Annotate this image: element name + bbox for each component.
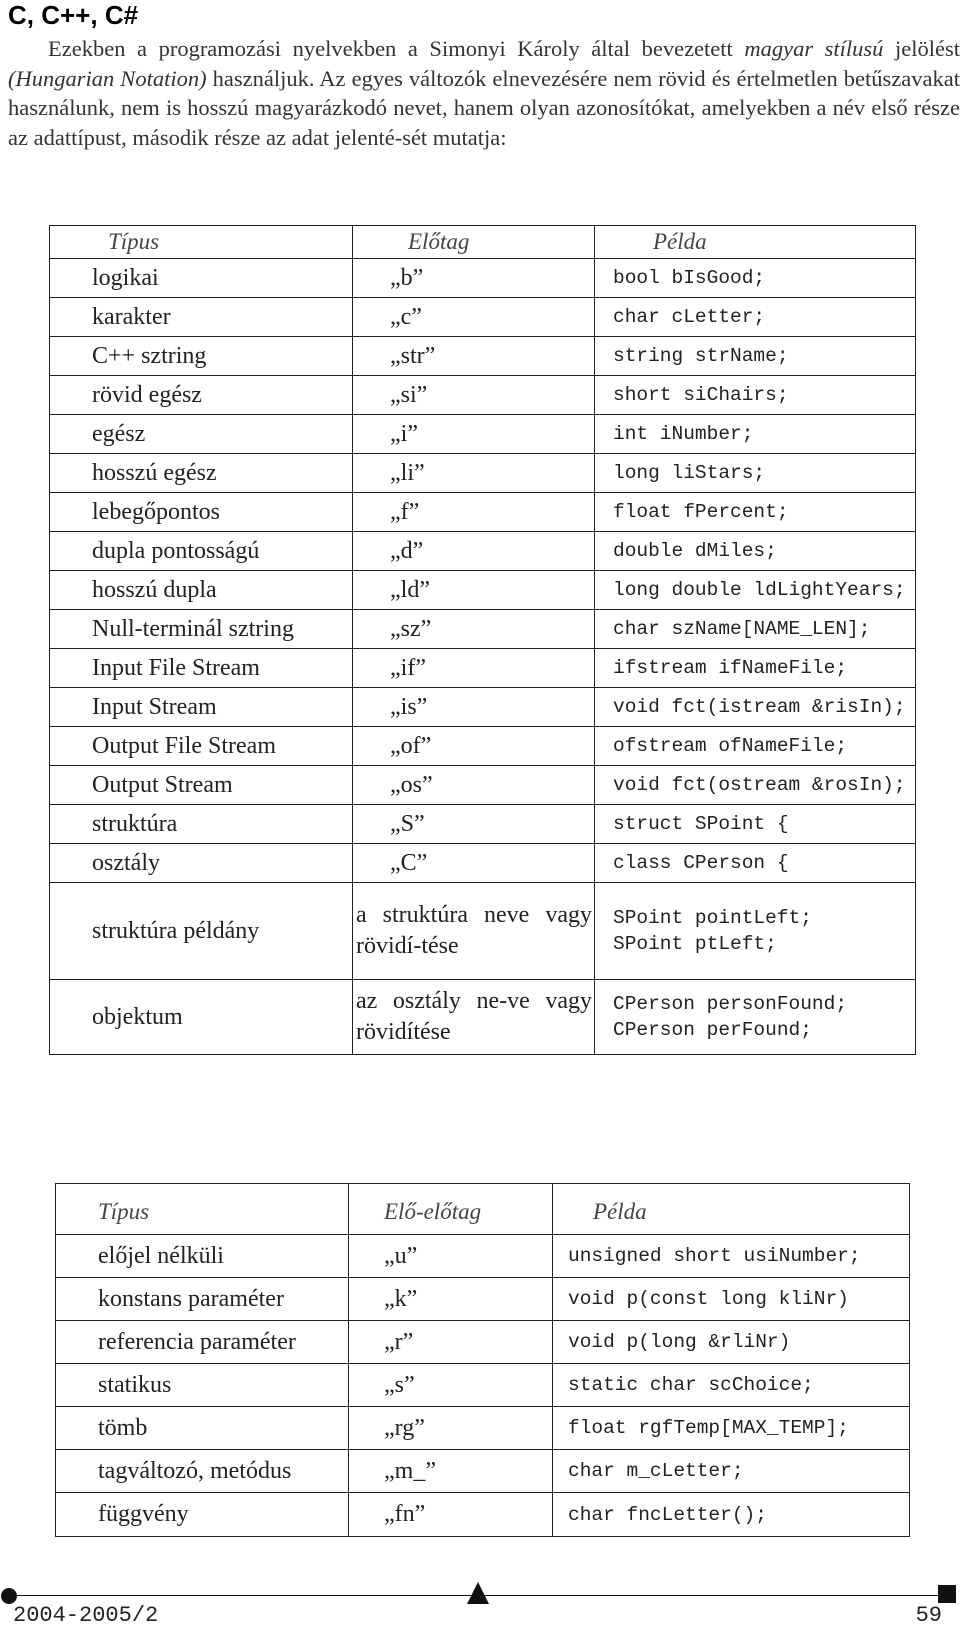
row-type: Null-terminál sztring — [50, 610, 353, 649]
table-row — [50, 337, 916, 376]
row-prefix: „if” — [353, 649, 595, 688]
table-row — [50, 727, 916, 766]
square-icon — [938, 1585, 956, 1603]
footer-date: 2004-2005/2 — [13, 1603, 159, 1628]
pre-prefix-table-header-row — [56, 1184, 910, 1235]
circle-icon — [1, 1588, 17, 1604]
table-row — [50, 766, 916, 805]
row-prefix: „m_” — [349, 1450, 553, 1493]
table-row — [56, 1235, 910, 1278]
row-type: Output Stream — [50, 766, 353, 805]
row-prefix: „os” — [353, 766, 595, 805]
row-example: ofstream ofNameFile; — [595, 727, 916, 766]
table-row — [56, 1450, 910, 1493]
table-row — [50, 259, 916, 298]
table-row — [50, 980, 916, 1055]
row-prefix: „li” — [353, 454, 595, 493]
table-row — [50, 376, 916, 415]
intro-part2: jelölést — [883, 36, 960, 61]
table-row — [50, 454, 916, 493]
row-type: objektum — [50, 980, 353, 1055]
row-example: double dMiles; — [595, 532, 916, 571]
row-example: float fPercent; — [595, 493, 916, 532]
row-example-line2: SPoint ptLeft; — [613, 933, 777, 955]
table-row — [50, 610, 916, 649]
row-example: char cLetter; — [595, 298, 916, 337]
header-type: Típus — [56, 1184, 349, 1235]
row-prefix: „ld” — [353, 571, 595, 610]
table-row — [50, 688, 916, 727]
row-type: referencia paraméter — [56, 1321, 349, 1364]
row-example-line2: CPerson perFound; — [613, 1019, 812, 1041]
row-example: void fct(istream &risIn); — [595, 688, 916, 727]
row-type: előjel nélküli — [56, 1235, 349, 1278]
row-prefix: „si” — [353, 376, 595, 415]
row-example: bool bIsGood; — [595, 259, 916, 298]
header-example: Példa — [553, 1184, 910, 1235]
triangle-icon — [467, 1582, 489, 1604]
row-type: tömb — [56, 1407, 349, 1450]
pre-prefix-table-body — [56, 1235, 910, 1537]
table-row — [50, 571, 916, 610]
row-prefix: „u” — [349, 1235, 553, 1278]
pre-prefix-table — [55, 1183, 910, 1537]
row-type: statikus — [56, 1364, 349, 1407]
row-prefix: „b” — [353, 259, 595, 298]
prefix-table-header-row — [50, 226, 916, 259]
table-row — [50, 415, 916, 454]
table-row — [50, 493, 916, 532]
row-example: unsigned short usiNumber; — [553, 1235, 910, 1278]
table-row — [50, 298, 916, 337]
table-row — [50, 844, 916, 883]
row-example — [595, 883, 916, 980]
row-prefix: az osztály ne-ve vagy rövidítése — [353, 980, 595, 1055]
row-prefix: „i” — [353, 415, 595, 454]
table-row — [56, 1493, 910, 1537]
row-type: Output File Stream — [50, 727, 353, 766]
row-prefix: „str” — [353, 337, 595, 376]
row-type: rövid egész — [50, 376, 353, 415]
row-example: string strName; — [595, 337, 916, 376]
row-type: függvény — [56, 1493, 349, 1537]
row-example: char m_cLetter; — [553, 1450, 910, 1493]
row-prefix: „sz” — [353, 610, 595, 649]
row-type: Input Stream — [50, 688, 353, 727]
intro-paragraph — [8, 34, 960, 152]
row-example: char fncLetter(); — [553, 1493, 910, 1537]
row-prefix: a struktúra neve vagy rövidí-tése — [353, 883, 595, 980]
table-row — [50, 649, 916, 688]
row-type: dupla pontosságú — [50, 532, 353, 571]
row-example: long double ldLightYears; — [595, 571, 916, 610]
row-example: float rgfTemp[MAX_TEMP]; — [553, 1407, 910, 1450]
page-number: 59 — [915, 1603, 942, 1628]
row-example-line1: CPerson personFound; — [613, 993, 848, 1015]
row-type: logikai — [50, 259, 353, 298]
table-row — [50, 805, 916, 844]
header-example: Példa — [595, 226, 916, 259]
row-prefix: „r” — [349, 1321, 553, 1364]
row-type: Input File Stream — [50, 649, 353, 688]
row-example: class CPerson { — [595, 844, 916, 883]
row-example: void p(long &rliNr) — [553, 1321, 910, 1364]
row-type: tagváltozó, metódus — [56, 1450, 349, 1493]
row-prefix: „f” — [353, 493, 595, 532]
row-example: struct SPoint { — [595, 805, 916, 844]
row-example-line1: SPoint pointLeft; — [613, 907, 812, 929]
row-prefix: „k” — [349, 1278, 553, 1321]
header-type: Típus — [50, 226, 353, 259]
row-example: long liStars; — [595, 454, 916, 493]
row-prefix: „rg” — [349, 1407, 553, 1450]
section-heading: C, C++, C# — [8, 0, 139, 30]
row-prefix: „is” — [353, 688, 595, 727]
intro-italic2: (Hungarian Notation) — [8, 65, 207, 91]
row-type: struktúra példány — [50, 883, 353, 980]
row-prefix: „S” — [353, 805, 595, 844]
row-type: lebegőpontos — [50, 493, 353, 532]
row-prefix: „d” — [353, 532, 595, 571]
row-prefix: „of” — [353, 727, 595, 766]
table-row — [56, 1278, 910, 1321]
intro-part3: használjuk. Az egyes változók elnevezésére nem rövid és értelmetlen betűszavakat használunk, nem is hosszú magyarázkodó nevet, hanem olyan azonosítókat, amelyekben a név első része az adattípust, második része az adat jelenté-sét mutatja: — [8, 65, 960, 150]
row-example: short siChairs; — [595, 376, 916, 415]
row-example: static char scChoice; — [553, 1364, 910, 1407]
row-type: C++ sztring — [50, 337, 353, 376]
row-prefix: „c” — [353, 298, 595, 337]
row-prefix: „fn” — [349, 1493, 553, 1537]
row-type: struktúra — [50, 805, 353, 844]
prefix-table-body — [50, 259, 916, 883]
row-example: int iNumber; — [595, 415, 916, 454]
row-type: egész — [50, 415, 353, 454]
row-prefix: „C” — [353, 844, 595, 883]
prefix-table-extra — [50, 883, 916, 1055]
row-example: void p(const long kliNr) — [553, 1278, 910, 1321]
row-type: osztály — [50, 844, 353, 883]
intro-part1: Ezekben a programozási nyelvekben a Simonyi Károly által bevezetett — [48, 36, 745, 61]
prefix-table — [49, 225, 916, 1055]
row-example — [595, 980, 916, 1055]
table-row — [56, 1321, 910, 1364]
row-type: hosszú dupla — [50, 571, 353, 610]
table-row — [56, 1364, 910, 1407]
row-type: karakter — [50, 298, 353, 337]
row-prefix: „s” — [349, 1364, 553, 1407]
table-row — [50, 532, 916, 571]
row-type: konstans paraméter — [56, 1278, 349, 1321]
table-row — [56, 1407, 910, 1450]
row-example: char szName[NAME_LEN]; — [595, 610, 916, 649]
header-prefix: Előtag — [353, 226, 595, 259]
intro-italic1: magyar stílusú — [744, 36, 884, 61]
header-pre-prefix: Elő-előtag — [349, 1184, 553, 1235]
row-example: void fct(ostream &rosIn); — [595, 766, 916, 805]
row-type: hosszú egész — [50, 454, 353, 493]
table-row — [50, 883, 916, 980]
row-example: ifstream ifNameFile; — [595, 649, 916, 688]
